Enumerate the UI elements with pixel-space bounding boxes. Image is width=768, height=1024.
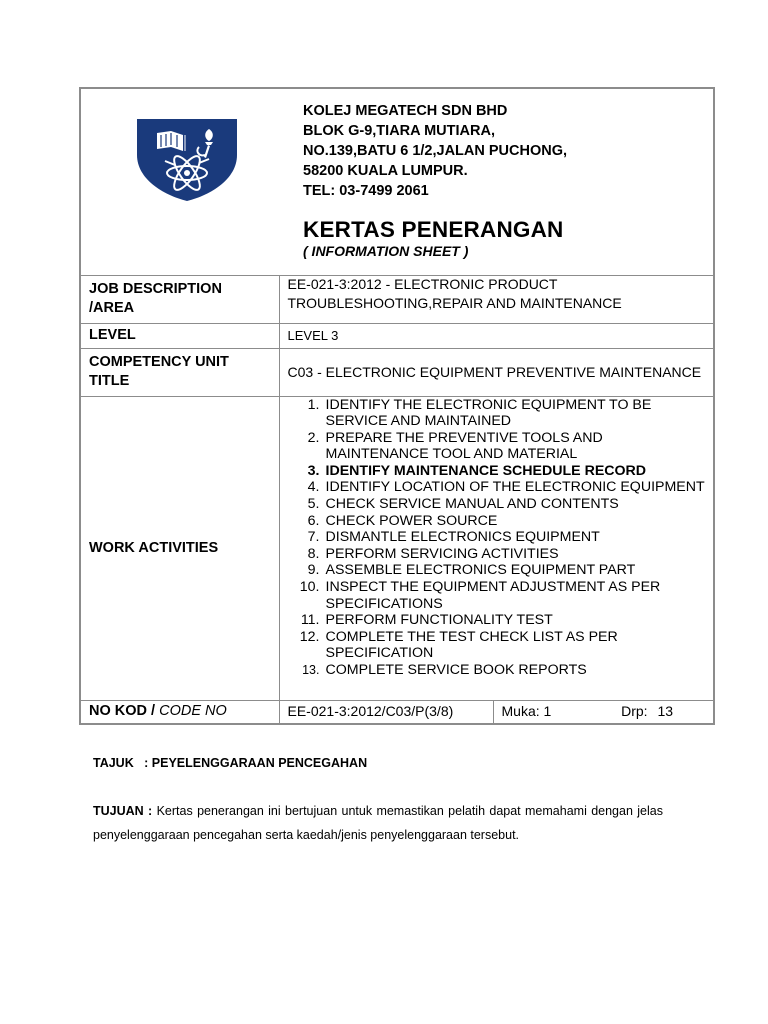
code-value: EE-021-3:2012/C03/P(3/8) (279, 700, 493, 723)
work-activity-text: PREPARE THE PREVENTIVE TOOLS AND MAINTENANCE TOOL AND MATERIAL (325, 429, 603, 463)
work-activities-cell (279, 396, 713, 700)
work-activity-number: 5. (307, 496, 320, 513)
work-activity-text: COMPLETE SERVICE BOOK REPORTS (325, 662, 587, 678)
work-activity-item (280, 612, 706, 629)
work-activity-text: IDENTIFY LOCATION OF THE ELECTRONIC EQUIPMENT (325, 479, 705, 496)
work-activity-item (280, 629, 706, 662)
institution-name: KOLEJ MEGATECH SDN BHD (303, 103, 508, 119)
work-activity-text: IDENTIFY MAINTENANCE SCHEDULE RECORD (325, 462, 647, 479)
work-activity-text: IDENTIFY THE ELECTRONIC EQUIPMENT TO BE SERVICE AND MAINTAINED (325, 396, 652, 430)
work-activity-item (280, 430, 706, 463)
work-activity-item (280, 513, 706, 530)
table-row (81, 323, 713, 348)
work-activity-number: 1. (307, 396, 320, 413)
work-activity-text: COMPLETE THE TEST CHECK LIST AS PER SPECIFICATION (325, 628, 618, 662)
institution-address (303, 101, 567, 201)
level-value: LEVEL 3 (279, 323, 713, 348)
telephone: TEL: 03-7499 2061 (303, 183, 429, 199)
work-activity-text: ASSEMBLE ELECTRONICS EQUIPMENT PART (325, 562, 636, 579)
objective-paragraph (93, 799, 663, 847)
muka-label: Muka: (501, 703, 540, 719)
work-activity-number: 7. (307, 529, 320, 546)
page-info (493, 700, 713, 723)
work-activities-label: WORK ACTIVITIES (81, 396, 279, 700)
work-activity-text: PERFORM FUNCTIONALITY TEST (325, 612, 553, 629)
table-row (81, 275, 713, 323)
info-table (81, 275, 713, 724)
work-activity-item (280, 662, 706, 679)
work-activity-text: DISMANTLE ELECTRONICS EQUIPMENT (325, 529, 600, 546)
table-row (81, 348, 713, 396)
objective-text: Kertas penerangan ini bertujuan untuk memastikan pelatih dapat memahami dengan jelas penyelenggaraan pencegahan serta kaedah/jenis penyelenggaraan tersebut. (93, 804, 663, 842)
work-activity-item (280, 546, 706, 563)
level-label: LEVEL (81, 323, 279, 348)
address-line-3: 58200 KUALA LUMPUR. (303, 163, 468, 179)
work-activities-list (280, 397, 706, 679)
job-description-value: EE-021-3:2012 - ELECTRONIC PRODUCT TROUBLESHOOTING,REPAIR AND MAINTENANCE (279, 275, 713, 323)
sheet-header (81, 89, 713, 276)
sheet-title: KERTAS PENERANGAN (303, 217, 564, 242)
table-row (81, 700, 713, 723)
work-activity-item (280, 479, 706, 496)
work-activity-number: 4. (307, 479, 320, 496)
work-activity-item (280, 562, 706, 579)
code-label (81, 700, 279, 723)
work-activity-number: 12. (299, 628, 320, 645)
table-row (81, 396, 713, 700)
work-activity-text: PERFORM SERVICING ACTIVITIES (325, 545, 559, 562)
address-line-2: NO.139,BATU 6 1/2,JALAN PUCHONG, (303, 143, 568, 159)
drp-label: Drp: (621, 703, 648, 719)
work-activity-text: INSPECT THE EQUIPMENT ADJUSTMENT AS PER SPECIFICATIONS (325, 579, 661, 612)
competency-unit-value: C03 - ELECTRONIC EQUIPMENT PREVENTIVE MAINTENANCE (279, 348, 713, 396)
address-line-1: BLOK G-9,TIARA MUTIARA, (303, 123, 495, 139)
work-activity-number: 3. (307, 462, 320, 479)
objective-label: TUJUAN : (93, 804, 153, 818)
college-crest-logo (135, 117, 239, 203)
topic-heading: TAJUK : PEYELENGGARAAN PENCEGAHAN (93, 756, 368, 770)
work-activity-number: 6. (307, 512, 320, 529)
competency-unit-label: COMPETENCY UNIT TITLE (81, 348, 279, 396)
work-activity-number: 8. (307, 545, 320, 562)
job-description-label: JOB DESCRIPTION /AREA (81, 275, 279, 323)
work-activity-item (280, 579, 706, 612)
sheet-subtitle: ( INFORMATION SHEET ) (303, 243, 469, 259)
work-activity-number: 2. (307, 429, 320, 446)
work-activity-text: CHECK SERVICE MANUAL AND CONTENTS (325, 496, 619, 513)
work-activity-number: 13. (302, 663, 320, 677)
code-label-bold: NO KOD / (89, 703, 160, 719)
muka-value: 1 (543, 703, 552, 719)
work-activity-item (280, 529, 706, 546)
drp-value: 13 (657, 703, 674, 719)
information-sheet (79, 87, 715, 725)
work-activity-item (280, 496, 706, 513)
code-label-italic: CODE NO (159, 703, 227, 719)
work-activity-number: 9. (307, 562, 320, 579)
work-activity-text: CHECK POWER SOURCE (325, 512, 498, 529)
work-activity-item (280, 463, 706, 480)
work-activity-number: 10. (299, 579, 320, 596)
work-activity-item (280, 397, 706, 430)
work-activity-number: 11. (300, 612, 320, 629)
